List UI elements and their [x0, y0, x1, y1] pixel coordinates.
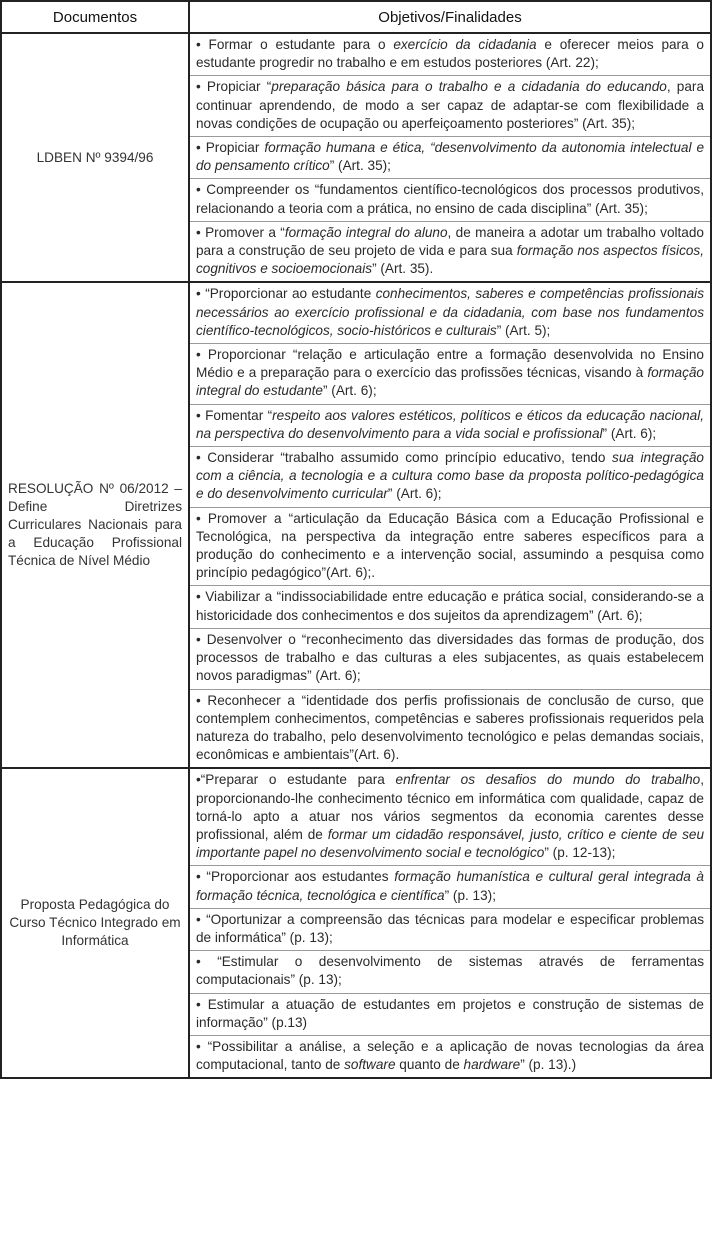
objective-item	[190, 34, 710, 76]
objective-text: ” (Art. 35);	[329, 158, 391, 174]
objective-text: ” (p. 13).)	[520, 1057, 577, 1073]
objective-item	[190, 866, 710, 908]
objective-text-italic: preparação básica para o trabalho e a cidadania do educando	[271, 79, 667, 95]
objective-item	[190, 222, 710, 282]
objective-text-italic: formação humanística e cultural geral integrada à formação técnica, tecnológica e científica	[196, 869, 704, 903]
table-header-row	[1, 1, 711, 33]
objective-text: ” (Art. 5);	[496, 322, 551, 338]
objective-text: ” (Art. 35).	[372, 261, 434, 277]
objectives-cell	[189, 33, 711, 282]
objective-item	[190, 76, 710, 137]
objective-text-italic: formação integral do aluno	[284, 224, 448, 240]
objective-text: • Promover a “	[196, 224, 285, 240]
objective-text: • Considerar “trabalho assumido como princípio educativo, tendo	[196, 450, 613, 466]
objective-text: • Propiciar “	[196, 79, 272, 95]
objective-text: • “Estimular o desenvolvimento de sistemas através de ferramentas computacionais” (p. 13);	[196, 954, 704, 988]
objective-text: ” (p. 13);	[444, 887, 496, 903]
objective-text: • “Proporcionar ao estudante	[196, 286, 376, 302]
header-objectives: Objetivos/Finalidades	[189, 1, 711, 33]
objective-text: , de maneira a adotar um trabalho voltado para a construção de seu projeto de vida e para sua	[196, 224, 704, 259]
objective-item	[190, 1036, 710, 1077]
objective-text: •“Preparar o estudante para	[196, 772, 396, 788]
objective-text: • “Proporcionar aos estudantes	[196, 869, 395, 885]
objective-item	[190, 405, 710, 447]
objective-text: • Desenvolver o “reconhecimento das diversidades das formas de produção, dos processos de trabalho e das culturas a eles subjacentes, as quais estabelecem novos paradigmas” (Art. 6);	[196, 631, 704, 684]
table-row	[1, 33, 711, 282]
document-name: LDBEN Nº 9394/96	[1, 33, 189, 282]
objective-text-italic: formar um cidadão responsável, justo, crítico e ciente de seu importante papel no desenvolvimento social e tecnológico	[196, 826, 705, 861]
objective-item	[190, 629, 710, 690]
objective-text: • Fomentar “	[196, 407, 273, 423]
objective-text: • Compreender os “fundamentos científico-tecnológicos dos processos produtivos, relacionando a teoria com a prática, no ensino de cada disciplina” (Art. 35);	[196, 182, 704, 216]
objective-text: • Promover a “articulação da Educação Básica com a Educação Profissional e Tecnológica, na perspectiva da integração entre saberes específicos para a produção do conhecimento e a intervenção social, assumindo a pesquisa como princípio pedagógico”(Art. 6);.	[196, 510, 704, 581]
objective-text-italic: enfrentar os desafios do mundo do trabalho	[395, 772, 701, 788]
table-row	[1, 768, 711, 1078]
table-row	[1, 282, 711, 768]
objective-text: ” (p. 12-13);	[544, 845, 616, 861]
objective-text-italic: formação humana e ética, “desenvolvimento da autonomia intelectual e do pensamento crítico	[196, 140, 705, 174]
objective-text: ” (Art. 6);	[387, 486, 442, 502]
objective-item	[190, 769, 710, 866]
objective-item	[190, 137, 710, 179]
objectives-cell	[189, 282, 711, 768]
objective-text-italic: hardware	[463, 1057, 521, 1073]
document-name: Proposta Pedagógica do Curso Técnico Integrado em Informática	[1, 768, 189, 1078]
objective-item	[190, 344, 710, 405]
objective-text: • Proporcionar “relação e articulação entre a formação desenvolvida no Ensino Médio e a preparação para o exercício das profissões técnicas, visando à	[196, 347, 704, 381]
objective-text-italic: exercício da cidadania	[393, 37, 537, 52]
objective-item	[190, 508, 710, 587]
objective-text-italic: sua integração com a ciência, a tecnologia e a cultura como base da proposta político-pedagógica e do desenvolvimento curricular	[196, 450, 704, 502]
objective-text: ” (Art. 6);	[602, 425, 657, 441]
objective-text: • Propiciar	[196, 140, 265, 156]
objective-text: , proporcionando-lhe conhecimento técnico em informática com qualidade, capaz de torná-lo apto a atuar nos vários segmentos da economia carentes desse profissional, além de	[196, 772, 704, 842]
objective-item	[190, 283, 710, 344]
objectives-cell	[189, 768, 711, 1078]
objective-text: • Viabilizar a “indissociabilidade entre educação e prática social, considerando-se a historicidade dos conhecimentos e dos sujeitos da aprendizagem” (Art. 6);	[196, 589, 704, 623]
objective-text: • Reconhecer a “identidade dos perfis profissionais de conclusão de curso, que contemplem conhecimentos, competências e saberes profissionais requeridos pela natureza do trabalho, pelo desenvolvimento tecnológico e pelas demandas sociais, econômicas e ambientais”(Art. 6).	[196, 692, 704, 763]
objective-text: • “Oportunizar a compreensão das técnicas para modelar e especificar problemas de informática” (p. 13);	[196, 911, 704, 945]
objective-text-italic: software	[344, 1057, 396, 1073]
objective-item	[190, 447, 710, 508]
objective-item	[190, 690, 710, 768]
objective-text: e oferecer meios para o estudante progredir no trabalho e em estudos posteriores (Art. 22);	[196, 37, 704, 71]
objective-text-italic: respeito aos valores estéticos, políticos e éticos da educação nacional, na perspectiva do desenvolvimento para a vida social e profissional	[196, 407, 704, 441]
document-name: RESOLUÇÃO Nº 06/2012 – Define Diretrizes Curriculares Nacionais para a Educação Profissional Técnica de Nível Médio	[1, 282, 189, 768]
objective-item	[190, 994, 710, 1036]
objective-text-italic: formação nos aspectos físicos, cognitivos e socioemocionais	[196, 243, 704, 277]
objective-item	[190, 951, 710, 993]
objective-item	[190, 909, 710, 951]
objective-text: • “Possibilitar a análise, a seleção e a aplicação de novas tecnologias da área computacional, tanto de	[196, 1038, 704, 1073]
objective-text-italic: conhecimentos, saberes e competências profissionais necessários ao exercício profissional e da cidadania, com base nos fundamentos científico-tecnológicos, socio-históricos e culturais	[196, 286, 704, 338]
table-body	[1, 33, 711, 1078]
objective-item	[190, 179, 710, 221]
objective-text: ” (Art. 6);	[322, 383, 377, 399]
objective-item	[190, 586, 710, 628]
objective-text: quanto de	[395, 1057, 464, 1073]
objective-text: , para continuar aprendendo, de modo a ser capaz de adaptar-se com flexibilidade a novas condições de ocupação ou aperfeiçoamento posteriores” (Art. 35);	[196, 79, 705, 131]
objective-text: • Formar o estudante para o	[196, 37, 394, 52]
objective-text: • Estimular a atuação de estudantes em projetos e construção de sistemas de informação” (p.13)	[196, 996, 704, 1030]
objective-text-italic: formação integral do estudante	[196, 365, 704, 399]
header-documents: Documentos	[1, 1, 189, 33]
